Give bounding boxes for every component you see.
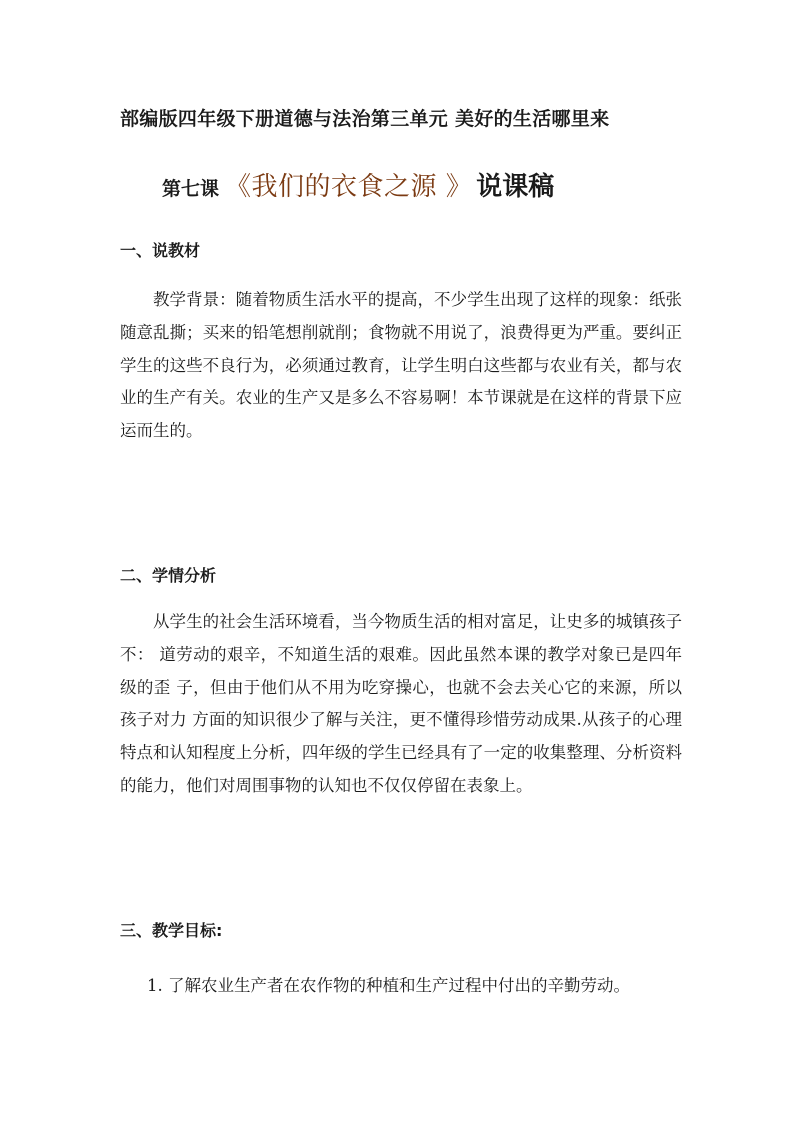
section-heading-textbook: 一、说教材 — [120, 241, 201, 260]
objective-item: 1. 了解农业生产者在农作物的种植和生产过程中付出的辛勤劳动。 — [147, 976, 630, 995]
section-heading-objectives: 三、教学目标: — [120, 921, 223, 940]
section-heading-learner-analysis: 二、学情分析 — [120, 566, 217, 585]
lesson-number: 第七课 — [162, 178, 220, 200]
section-paragraph-textbook: 教学背景：随着物质生活水平的提高，不少学生出现了这样的现象：纸张随意乱撕；买来的铅笔想削就削；食物就不用说了，浪费得更为严重。要纠正学生的这些不良行为，必须通过教育，让学生明白这些都与农业有关，都与农业的生产有关。农业的生产又是多么不容易啊！本节课就是在这样的背景下应运而生的。 — [120, 290, 682, 441]
lesson-title — [162, 166, 682, 203]
lesson-doc-type: 说课稿 — [476, 172, 555, 202]
section-paragraph-learner-analysis: 从学生的社会生活环境看，当今物质生活的相对富足，让史多的城镇孩子不： 道劳动的艰辛，不知道生活的艰难。因此虽然本课的教学对象已是四年级的歪 子，但由于他们从不用为吃穿操心，也就不会去关心它的来源，所以孩子对力 方面的知识很少了解与关注，更不懂得珍惜劳动成果.从孩子的心理特点和认知程度上分析，四年级的学生已经具有了一定的收集整理、分析资料的能力，他们对周围事物的认知也不仅仅停留在表象上。 — [120, 612, 682, 795]
unit-title: 部编版四年级下册道德与法治第三单元 美好的生活哪里来 — [120, 108, 610, 130]
lesson-name: 《我们的衣食之源 》 — [225, 172, 473, 202]
